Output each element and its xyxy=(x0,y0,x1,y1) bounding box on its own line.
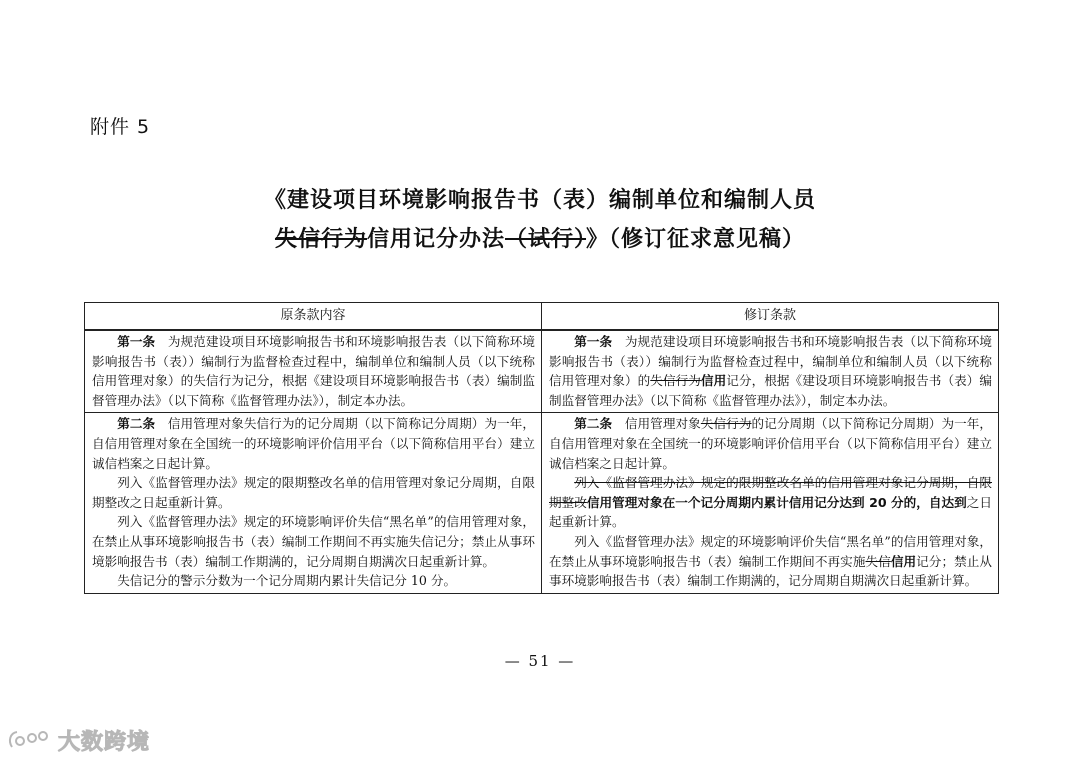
page-number: — 51 — xyxy=(504,652,576,670)
article-label: 第二条 xyxy=(117,416,156,432)
title-text: 信用记分办法 xyxy=(366,226,505,252)
inserted-text: 信用管理对象在一个记分周期内累计信用记分达到 20 分的，自达到 xyxy=(586,494,967,510)
deleted-text: 失信行为 xyxy=(700,416,752,432)
document-title-line2 xyxy=(0,222,1080,253)
cell-text: 信用管理对象失信行为的记分周期（以下简称记分周期）为一年，自信用管理对象在全国统一的环境影响评价信用平台（以下简称信用平台）建立诚信档案之日起计算。 xyxy=(92,416,536,471)
cell-text: 列入《监督管理办法》规定的环境影响评价失信“黑名单”的信用管理对象，在禁止从事环境影响报告书（表）编制工作期间不再实施 xyxy=(549,533,992,569)
article-label: 第二条 xyxy=(574,416,613,432)
table-header-row xyxy=(85,303,999,331)
revised-cell xyxy=(542,413,999,593)
cell-paragraph: 列入《监督管理办法》规定的限期整改名单的信用管理对象记分周期，自限期整改之日起重新计算。 xyxy=(92,475,535,510)
article-label: 第一条 xyxy=(574,334,613,349)
header-original: 原条款内容 xyxy=(85,303,542,331)
cell-text: 信用管理对象 xyxy=(624,416,701,432)
cell-text: 记分；禁止从事环境影响报告书（表）编制工作期满的，记分周期自期满次日起重新计算。 xyxy=(549,553,993,589)
title-deleted-text: 失信行为 xyxy=(274,226,367,252)
comparison-table xyxy=(84,302,999,594)
cell-paragraph: 失信记分的警示分数为一个记分周期内累计失信记分 10 分。 xyxy=(117,573,457,589)
original-cell xyxy=(85,413,542,593)
title-deleted-text: （试行） xyxy=(505,226,587,252)
table-row xyxy=(85,330,999,413)
inserted-text: 信用 xyxy=(700,373,727,389)
watermark-logo-icon xyxy=(6,727,52,753)
attachment-label: 附件 5 xyxy=(90,116,151,138)
cell-text: 为规范建设项目环境影响报告书和环境影响报告表（以下简称环境影响报告书（表））编制行为监督检查过程中，编制单位和编制人员（以下统称信用管理对象）的 xyxy=(549,334,993,389)
revised-cell xyxy=(542,330,999,413)
deleted-text: 失信 xyxy=(865,553,891,569)
cell-text: 为规范建设项目环境影响报告书和环境影响报告表（以下简称环境影响报告书（表））编制行为监督检查过程中，编制单位和编制人员（以下统称信用管理对象）的失信行为记分，根据《建设项目环境影响报告书（表）编制监督管理办法》（以下简称《监督管理办法》），制定本办法。 xyxy=(92,334,536,408)
deleted-text: 失信行为 xyxy=(650,373,701,389)
header-revised: 修订条款 xyxy=(542,303,999,331)
cell-text: 记分，根据《建设项目环境影响报告书（表）编制监督管理办法》（以下简称《监督管理办法》），制定本办法。 xyxy=(549,373,993,408)
watermark xyxy=(6,725,150,755)
inserted-text: 信用 xyxy=(890,553,917,569)
document-title-line1: 《建设项目环境影响报告书（表）编制单位和编制人员 xyxy=(263,187,816,213)
deleted-text: 列入《监督管理办法》规定的限期整改名单的信用管理对象记分周期，自限期整改 xyxy=(549,475,992,510)
article-label: 第一条 xyxy=(117,334,156,349)
title-text: 》（修订征求意见稿） xyxy=(586,226,806,252)
table-row xyxy=(85,413,999,593)
cell-text: 之日起重新计算。 xyxy=(549,494,993,530)
cell-paragraph: 列入《监督管理办法》规定的环境影响评价失信“黑名单”的信用管理对象，在禁止从事环境影响报告书（表）编制工作期间不再实施失信记分；禁止从事环境影响报告书（表）编制工作期满的，记分周期自期满次日起重新计算。 xyxy=(92,514,535,569)
cell-text: 的记分周期（以下简称记分周期）为一年，自信用管理对象在全国统一的环境影响评价信用平台（以下简称信用平台）建立诚信档案之日起计算。 xyxy=(549,416,993,471)
original-cell xyxy=(85,330,542,413)
watermark-text: 大数跨境 xyxy=(58,729,151,755)
